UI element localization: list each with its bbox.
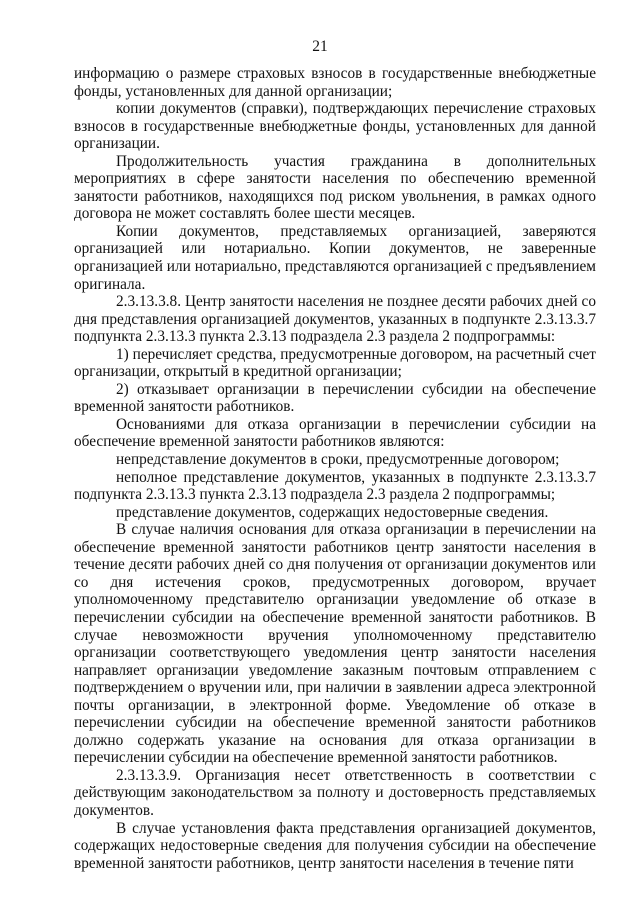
paragraph-copies-certification: Копии документов, представляемых организацией, заверяются организацией или нотариально. Копии документов, не заверенные организацией или нотариально, представляются организацией с предъявлением оригинала. [74,222,596,293]
paragraph-refusal-notice: В случае наличия основания для отказа организации в перечислении на обеспечение временной занятости работников центр занятости населения в течение десяти рабочих дней со дня получения от организации документов или со дня истечения сроков, предусмотренных договором, вручает уполномоченному представителю организации уведомление об отказе в перечислении субсидии на обеспечение временной занятости работников. В случае невозможности вручения уполномоченному представителю организации соответствующего уведомления центр занятости населения направляет организации уведомление заказным почтовым отправлением с подтверждением о вручении или, при наличии в заявлении адреса электронной почты организации, в электронной форме. Уведомление об отказе в перечислении субсидии на обеспечение временной занятости работников должно содержать указание на основания для отказа организации в перечислении субсидии на обеспечение временной занятости работников. [74,521,596,767]
paragraph-clause-2-3-13-3-9: 2.3.13.3.9. Организация несет ответственность в соответствии с действующим законодательством за полноту и достоверность представляемых документов. [74,766,596,819]
paragraph-item-1: 1) перечисляет средства, предусмотренные договором, на расчетный счет организации, открытый в кредитной организации; [74,345,596,381]
paragraph-insurance-info: информацию о размере страховых взносов в государственные внебюджетные фонды, установленных для данной организации; [74,65,596,100]
paragraph-ground-nonsubmission: непредставление документов в сроки, предусмотренные договором; [116,451,560,469]
paragraph-ground-false-info: представление документов, содержащих недостоверные сведения. [116,503,549,521]
page-number: 21 [312,38,328,55]
document-body [74,65,596,872]
paragraph-refusal-grounds: Основаниями для отказа организации в перечислении субсидии на обеспечение временной занятости работников являются: [74,415,596,451]
paragraph-ground-incomplete: неполное представление документов, указанных в подпункте 2.3.13.3.7 подпункта 2.3.13.3 пункта 2.3.13 подраздела 2.3 раздела 2 подпрограммы; [74,468,596,504]
paragraph-false-info-case: В случае установления факта представления организацией документов, содержащих недостоверные сведения для получения субсидии на обеспечение временной занятости работников, центр занятости населения в течение пяти [74,819,596,872]
paragraph-item-2: 2) отказывает организации в перечислении субсидии на обеспечение временной занятости работников. [74,380,596,416]
paragraph-insurance-copies: копии документов (справки), подтверждающих перечисление страховых взносов в государственные внебюджетные фонды, установленных для данной организации. [74,100,596,153]
paragraph-clause-2-3-13-3-8: 2.3.13.3.8. Центр занятости населения не позднее десяти рабочих дней со дня представления организацией документов, указанных в подпункте 2.3.13.3.7 подпункта 2.3.13.3 пункта 2.3.13 подраздела 2.3 раздела 2 подпрограммы: [74,293,596,346]
paragraph-duration: Продолжительность участия гражданина в дополнительных мероприятиях в сфере занятости населения по обеспечению временной занятости работников, находящихся под риском увольнения, в рамках одного договора не может составлять более шести месяцев. [74,152,596,223]
